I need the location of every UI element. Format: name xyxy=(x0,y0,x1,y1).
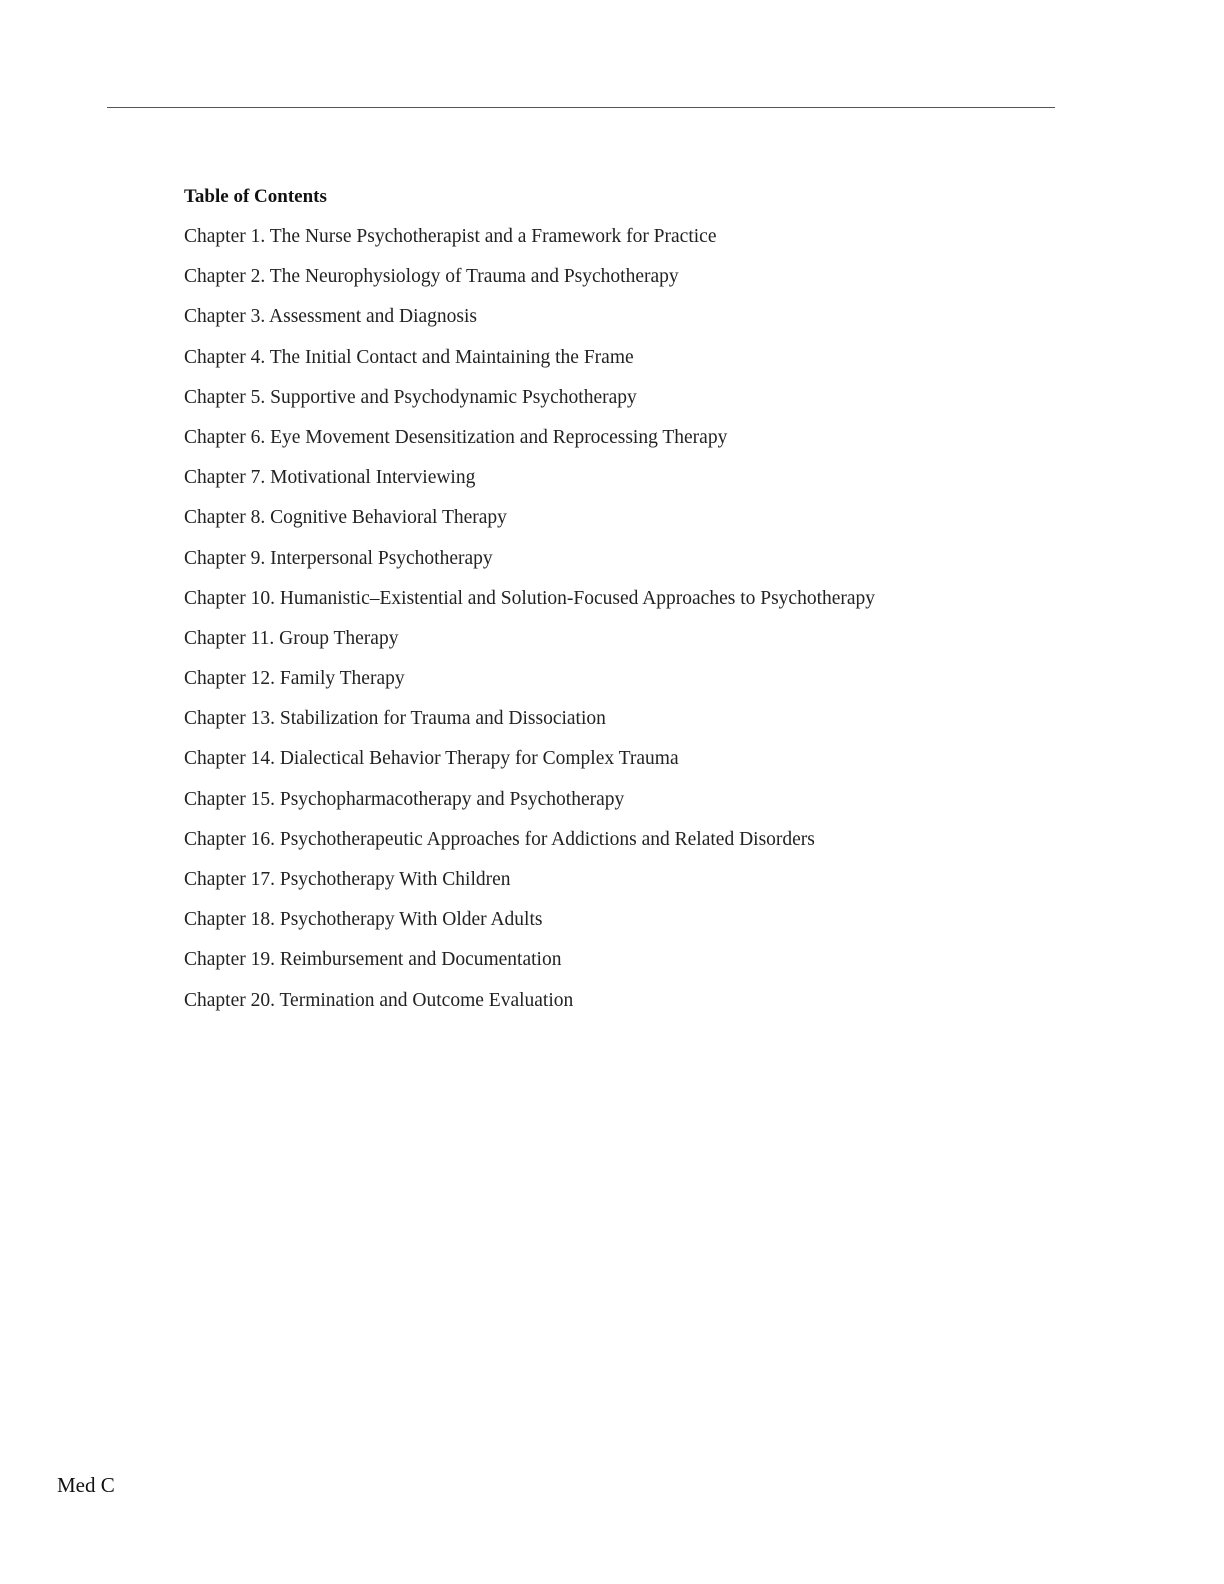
chapter-entry: Chapter 4. The Initial Contact and Maintaining the Frame xyxy=(184,346,634,368)
chapter-entry: Chapter 13. Stabilization for Trauma and Dissociation xyxy=(184,708,606,730)
toc-heading: Table of Contents xyxy=(184,186,327,207)
chapter-entry: Chapter 6. Eye Movement Desensitization and Reprocessing Therapy xyxy=(184,426,728,448)
chapter-entry: Chapter 9. Interpersonal Psychotherapy xyxy=(184,547,493,569)
page-footer: Med C xyxy=(57,1473,115,1497)
chapter-entry: Chapter 2. The Neurophysiology of Trauma and Psychotherapy xyxy=(184,266,679,288)
chapter-entry: Chapter 3. Assessment and Diagnosis xyxy=(184,306,478,328)
chapter-entry: Chapter 1. The Nurse Psychotherapist and a Framework for Practice xyxy=(184,226,717,247)
chapter-entry: Chapter 14. Dialectical Behavior Therapy for Complex Trauma xyxy=(184,748,679,770)
chapter-entry: Chapter 16. Psychotherapeutic Approaches for Addictions and Related Disorders xyxy=(184,828,815,850)
chapter-list xyxy=(184,222,1084,1016)
chapter-entry: Chapter 12. Family Therapy xyxy=(184,668,405,690)
chapter-entry: Chapter 7. Motivational Interviewing xyxy=(184,467,476,489)
chapter-entry: Chapter 18. Psychotherapy With Older Adults xyxy=(184,909,543,931)
chapter-entry: Chapter 20. Termination and Outcome Evaluation xyxy=(184,989,574,1011)
header-divider xyxy=(107,107,1055,108)
chapter-entry: Chapter 15. Psychopharmacotherapy and Psychotherapy xyxy=(184,788,625,810)
table-of-contents xyxy=(184,182,1084,1026)
chapter-entry: Chapter 11. Group Therapy xyxy=(184,627,399,649)
chapter-entry: Chapter 10. Humanistic–Existential and Solution-Focused Approaches to Psychotherapy xyxy=(184,587,876,609)
chapter-entry: Chapter 5. Supportive and Psychodynamic Psychotherapy xyxy=(184,386,637,408)
chapter-entry: Chapter 17. Psychotherapy With Children xyxy=(184,869,511,890)
chapter-entry: Chapter 19. Reimbursement and Documentation xyxy=(184,949,562,971)
chapter-entry: Chapter 8. Cognitive Behavioral Therapy xyxy=(184,507,507,529)
